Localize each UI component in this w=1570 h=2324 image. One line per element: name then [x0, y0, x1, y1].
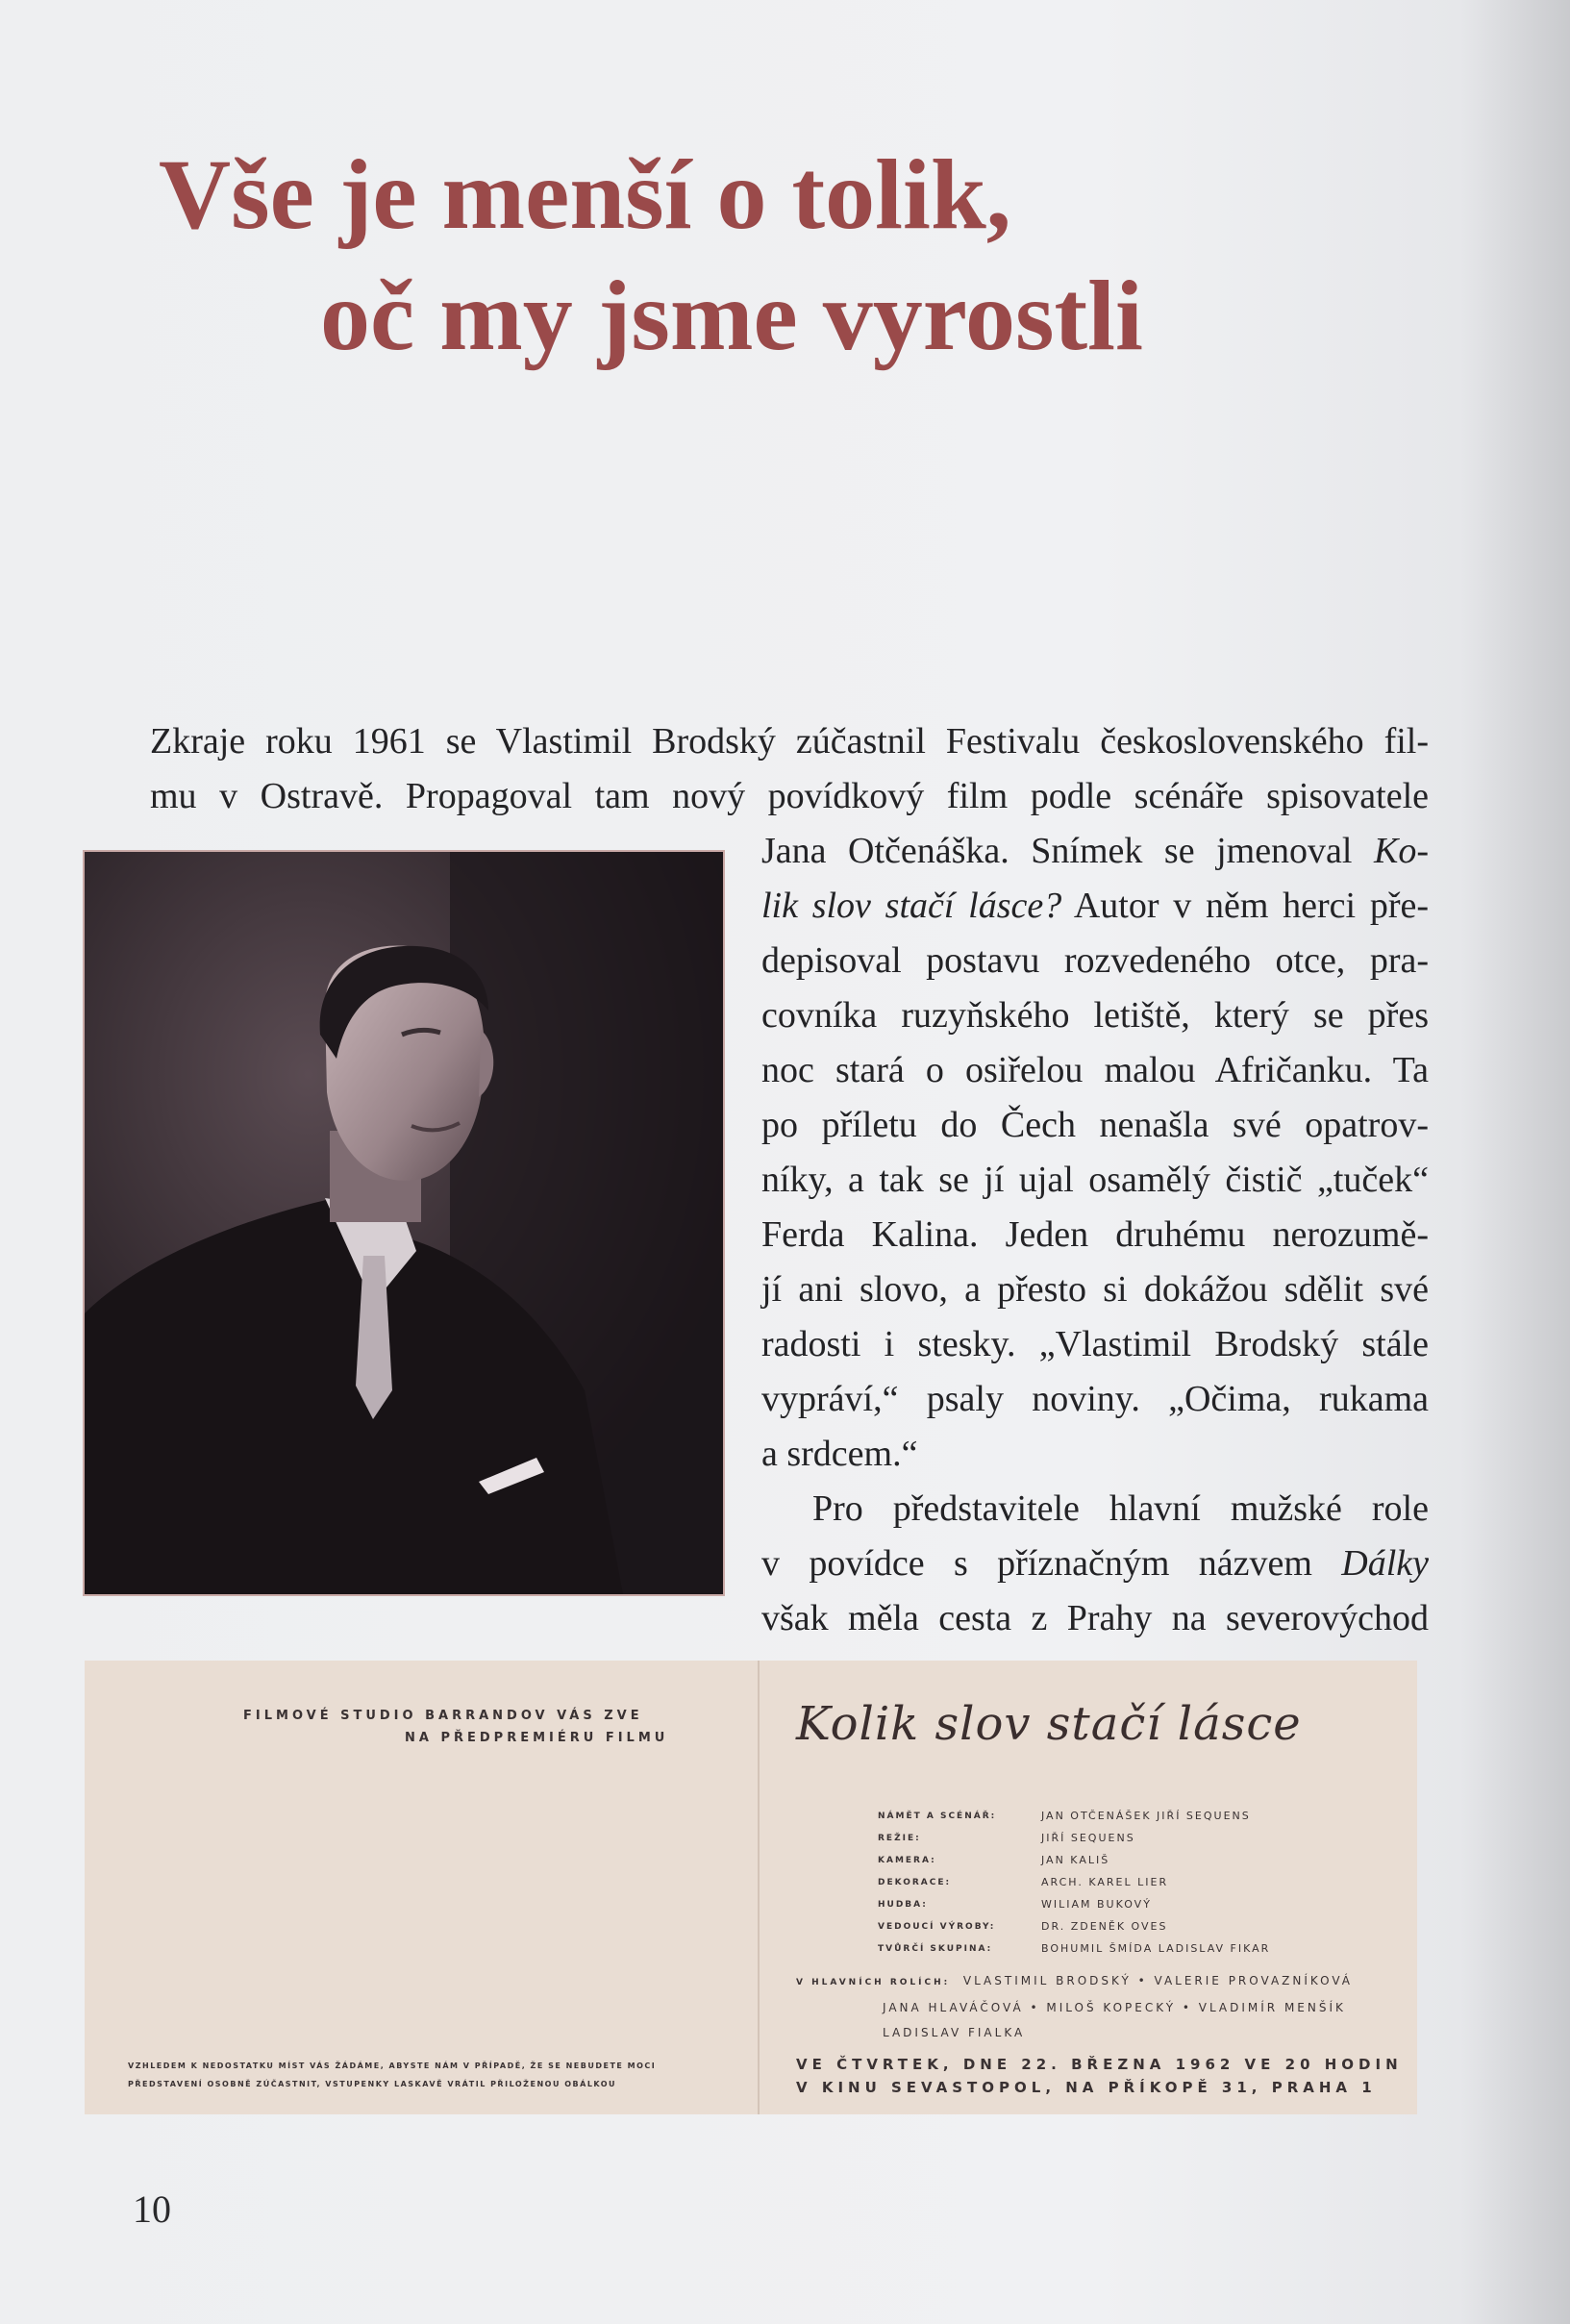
body-line: lik slov stačí lásce? Autor v něm herci pře- [761, 886, 1429, 926]
title-line-1: Vše je menší o tolik, [159, 139, 1011, 250]
body-line: covníka ruzyňského letiště, který se přes [761, 995, 1429, 1036]
body-line: Ferda Kalina. Jeden druhému nerozumě- [761, 1214, 1429, 1255]
body-line: však měla cesta z Prahy na severovýchod [761, 1598, 1429, 1638]
invitation-card: FILMOVÉ STUDIO BARRANDOV VÁS ZVE NA PŘEDPREMIÉRU FILMU Kolik slov stačí lásce NÁMĚT A SCÉNÁŘ: JAN OTČENÁŠEK JIŘÍ SEQUENS REŽIE: JIŘÍ SEQUENS KAMERA: JAN KALIŠ DEKORACE: ARCH. KAREL LIER HUDBA: WILIAM BUKOVÝ VEDOUCÍ VÝROBY: DR. ZDENĚK OVES TVŮRČÍ SKUPINA: BOHUMIL ŠMÍDA LADISLAV FIKAR V HLAVNÍCH ROLÍCH: VLASTIMIL BRODSKÝ • VALERIE PROVAZNÍKOVÁ JANA HLAVÁČOVÁ • MILOŠ KOPECKÝ • VLADIMÍR MENŠÍK LADISLAV FIALKA VE ČTVRTEK, DNE 22. BŘEZNA 1962 VE 20 HODIN V KINU SEVASTOPOL, NA PŘÍKOPĚ 31, PRAHA 1 VZHLEDEM K NEDOSTATKU MÍST VÁS ŽÁDÁME, ABYSTE NÁM V PŘÍPADĚ, ŽE SE NEBUDETE MOCI PŘEDSTAVENÍ OSOBNĚ ZÚČASTNIT, VSTUPENKY LASKAVĚ VRÁTIL PŘILOŽENOU OBÁLKOU [85, 1661, 1417, 2114]
page-number: 10 [133, 2187, 171, 2231]
page-title [159, 135, 1264, 377]
body-line: Zkraje roku 1961 se Vlastimil Brodský zúčastnil Festivalu československého fil- [150, 721, 1429, 762]
body-line: a srdcem.“ [761, 1434, 918, 1474]
title-line-2: oč my jsme vyrostli [320, 261, 1143, 371]
body-line: radosti i stesky. „Vlastimil Brodský stále [761, 1324, 1429, 1364]
date-line: VE ČTVRTEK, DNE 22. BŘEZNA 1962 VE 20 HODIN [796, 2056, 1403, 2073]
invitation-header-line-1: FILMOVÉ STUDIO BARRANDOV VÁS ZVE [243, 1709, 643, 1723]
body-line: noc stará o osiřelou malou Afričanku. Ta [761, 1050, 1429, 1090]
invitation-fold [758, 1661, 760, 2114]
portrait-illustration [85, 852, 723, 1594]
body-line: jí ani slovo, a přesto si dokážou sdělit své [761, 1269, 1429, 1310]
body-line: po příletu do Čech nenašla své opatrov- [761, 1105, 1429, 1145]
invitation-film-title: Kolik slov stačí lásce [796, 1697, 1302, 1751]
body-line: mu v Ostravě. Propagoval tam nový povídkový film podle scénáře spisovatele [150, 776, 1429, 816]
cast-line: JANA HLAVÁČOVÁ • MILOŠ KOPECKÝ • VLADIMÍR MENŠÍK [883, 2001, 1346, 2014]
cast-line: LADISLAV FIALKA [883, 2026, 1026, 2039]
body-line: Jana Otčenáška. Snímek se jmenoval Ko- [761, 831, 1429, 871]
screening-datetime [796, 2053, 1403, 2099]
body-line: vypráví,“ psaly noviny. „Očima, rukama [761, 1379, 1429, 1419]
venue-line: V KINU SEVASTOPOL, NA PŘÍKOPĚ 31, PRAHA 1 [796, 2079, 1377, 2096]
body-line: níky, a tak se jí ujal osamělý čistič „tuček“ [761, 1160, 1429, 1200]
body-line: depisoval postavu rozvedeného otce, pra- [761, 940, 1429, 981]
cast-list [796, 1968, 1353, 2045]
body-line: Pro představitele hlavní mužské role [812, 1488, 1429, 1529]
invitation-footnote: VZHLEDEM K NEDOSTATKU MÍST VÁS ŽÁDÁME, ABYSTE NÁM V PŘÍPADĚ, ŽE SE NEBUDETE MOCI PŘEDSTAVENÍ OSOBNĚ ZÚČASTNIT, VSTUPENKY LASKAVĚ VRÁTIL PŘILOŽENOU OBÁLKOU [128, 2062, 657, 2088]
invitation-header-line-2: NA PŘEDPREMIÉRU FILMU [405, 1731, 669, 1745]
body-line: v povídce s příznačným názvem Dálky [761, 1543, 1429, 1584]
portrait-photo [85, 852, 723, 1594]
cast-line: V HLAVNÍCH ROLÍCH: VLASTIMIL BRODSKÝ • VALERIE PROVAZNÍKOVÁ [796, 1974, 1353, 1987]
